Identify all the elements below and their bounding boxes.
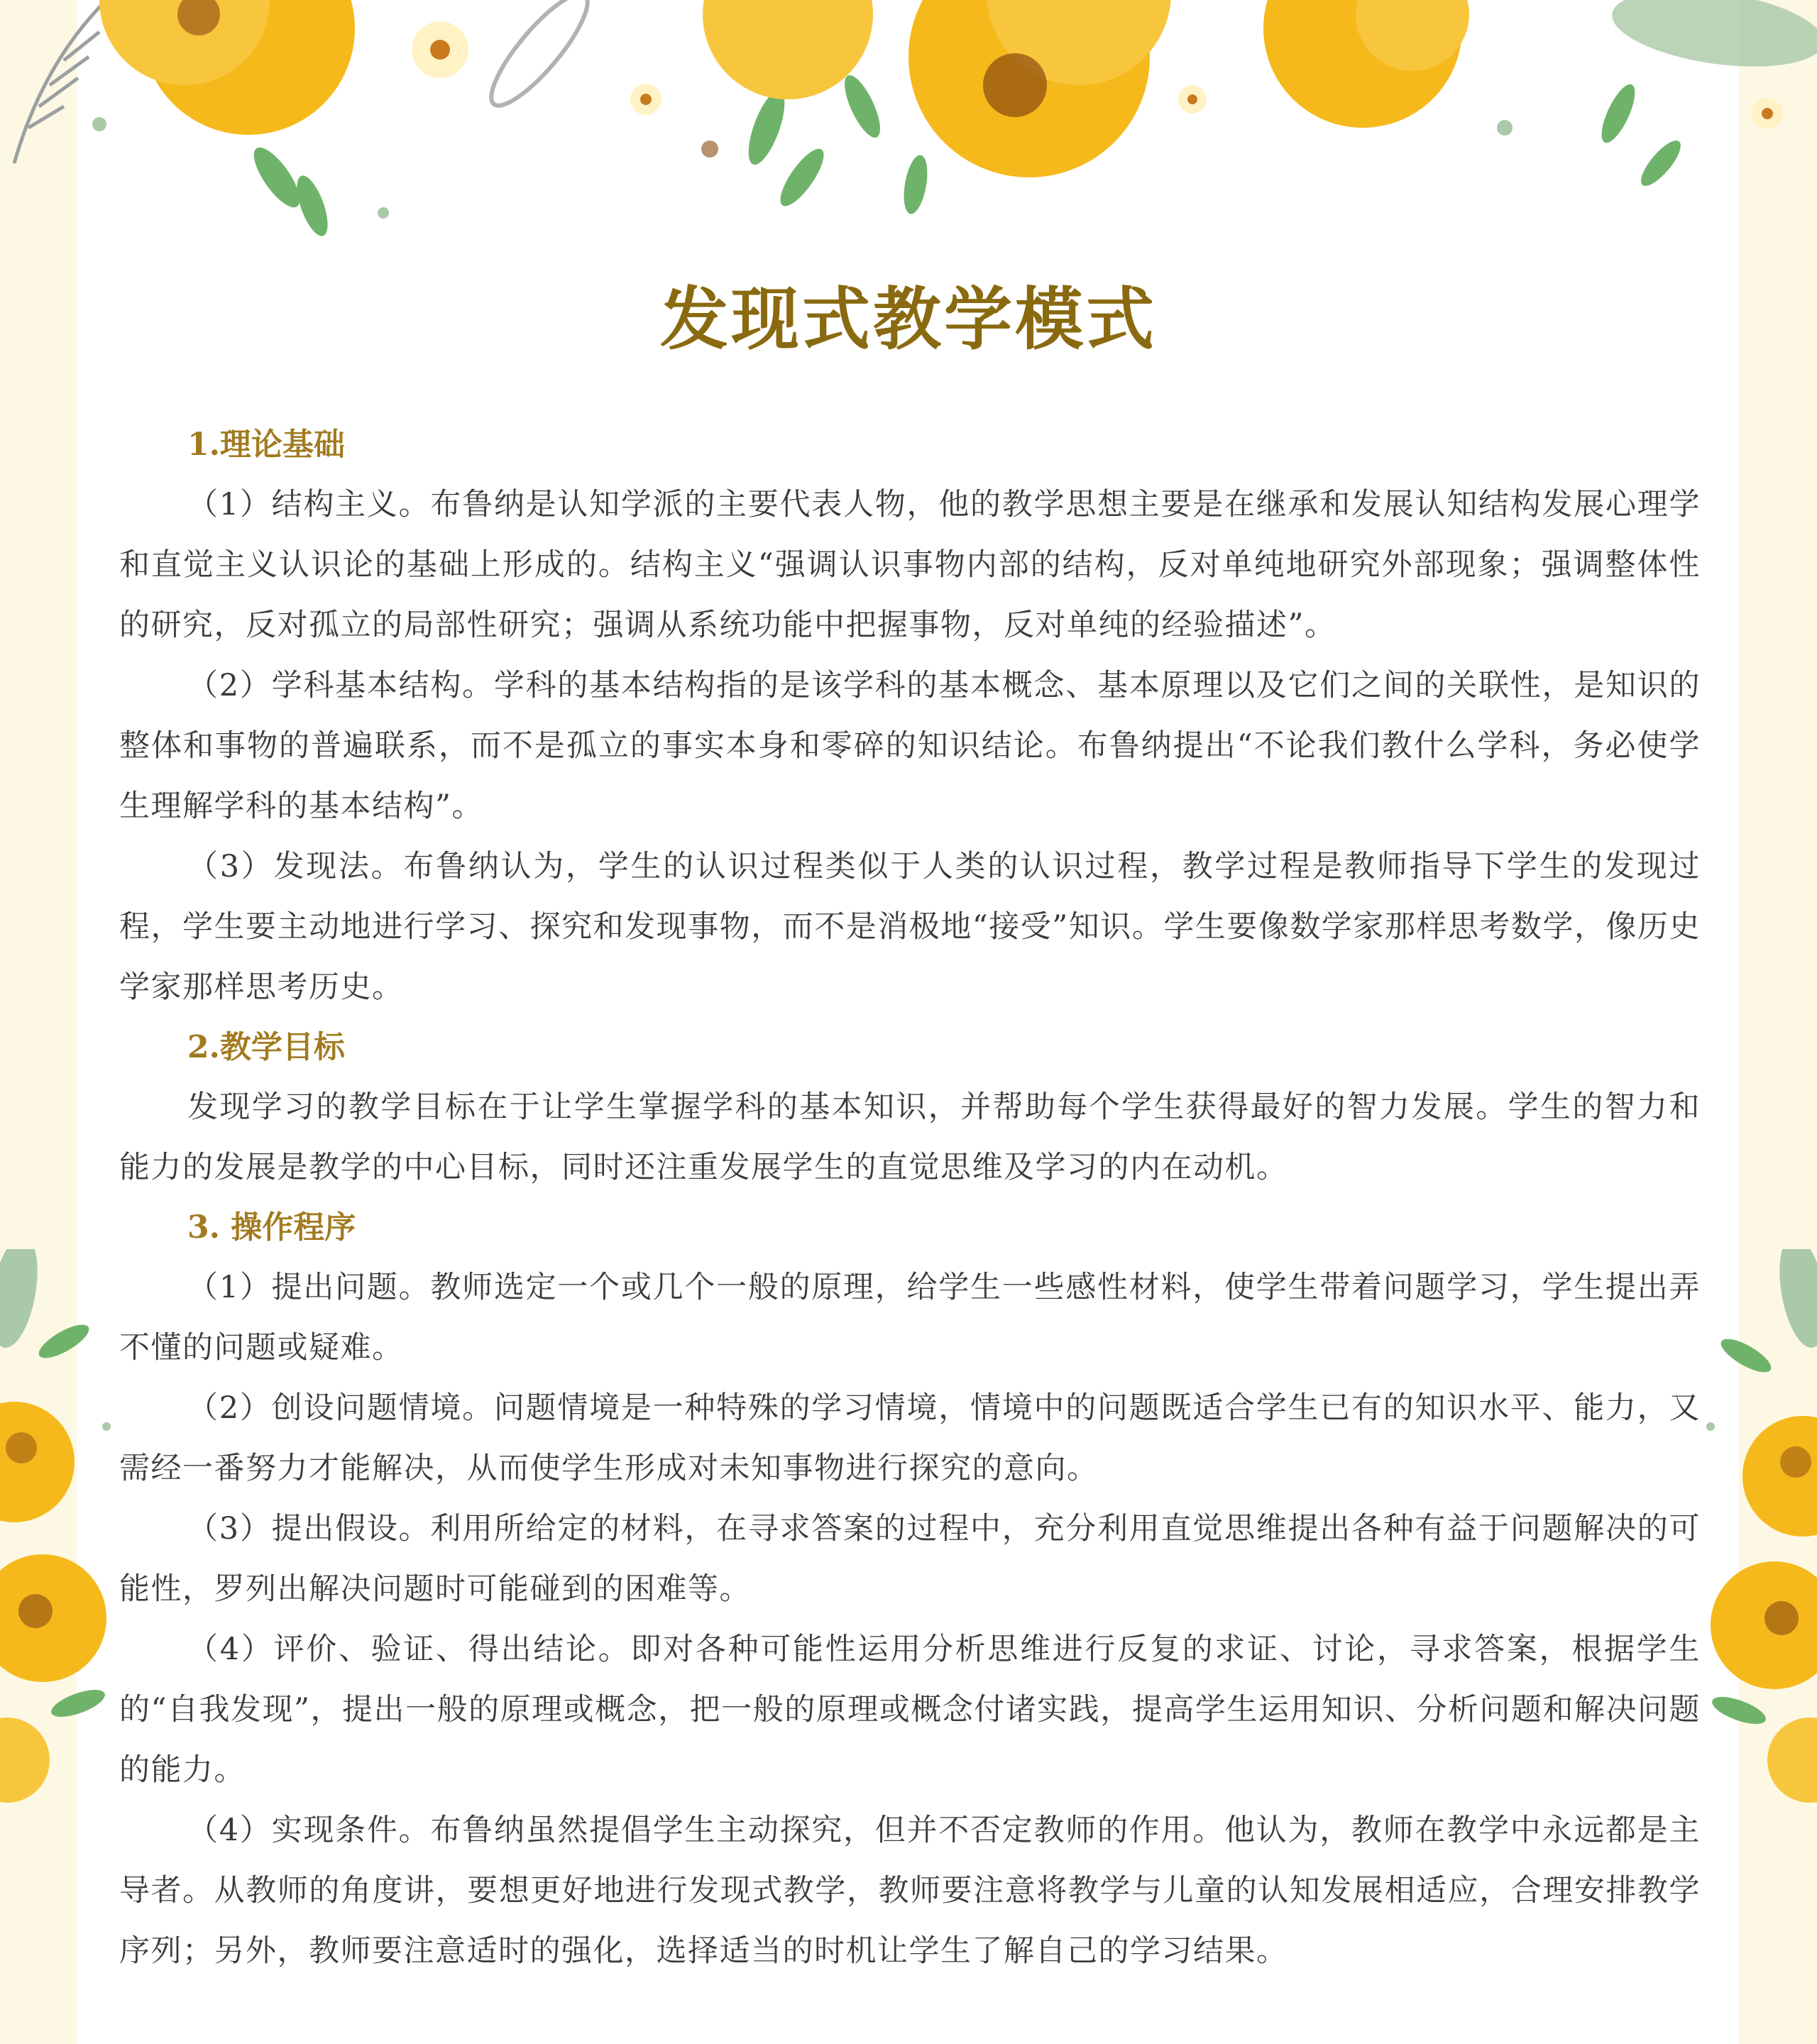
section-goals: [119, 1018, 1701, 1198]
paragraph: （1）提出问题。教师选定一个或几个一般的原理，给学生一些感性材料，使学生带着问题学习，学生提出弄不懂的问题或疑难。: [119, 1270, 1701, 1366]
paragraph: （1）结构主义。布鲁纳是认知学派的主要代表人物，他的教学思想主要是在继承和发展认知结构发展心理学和直觉主义认识论的基础上形成的。结构主义“强调认识事物内部的结构，反对单纯地研究外部现象；强调整体性的研究，反对孤立的局部性研究；强调从系统功能中把握事物，反对单纯的经验描述”。: [119, 487, 1701, 643]
paragraph: （4）评价、验证、得出结论。即对各种可能性运用分析思维进行反复的求证、讨论，寻求答案，根据学生的“自我发现”，提出一般的原理或概念，把一般的原理或概念付诸实践，提高学生运用知识、分析问题和解决问题的能力。: [119, 1632, 1701, 1788]
article-body: [119, 415, 1701, 1982]
paragraph: （2）创设问题情境。问题情境是一种特殊的学习情境，情境中的问题既适合学生已有的知识水平、能力，又需经一番努力才能解决，从而使学生形成对未知事物进行探究的意向。: [119, 1390, 1701, 1486]
paragraph: （3）发现法。布鲁纳认为，学生的认识过程类似于人类的认识过程，教学过程是教师指导下学生的发现过程，学生要主动地进行学习、探究和发现事物，而不是消极地“接受”知识。学生要像数学家那样思考数学，像历史学家那样思考历史。: [119, 849, 1701, 1005]
paragraph: （4）实现条件。布鲁纳虽然提倡学生主动探究，但并不否定教师的作用。他认为，教师在教学中永远都是主导者。从教师的角度讲，要想更好地进行发现式教学，教师要注意将教学与儿童的认知发展相适应，合理安排教学序列；另外，教师要注意适时的强化，选择适当的时机让学生了解自己的学习结果。: [119, 1813, 1701, 1969]
paragraph: 发现学习的教学目标在于让学生掌握学科的基本知识，并帮助每个学生获得最好的智力发展。学生的智力和能力的发展是教学的中心目标，同时还注重发展学生的直觉思维及学习的内在动机。: [119, 1089, 1701, 1185]
section-heading: 3. 操作程序: [187, 1209, 356, 1246]
section-heading: 2.教学目标: [187, 1029, 345, 1065]
section-procedure: [119, 1198, 1701, 1982]
paragraph: （3）提出假设。利用所给定的材料，在寻求答案的过程中，充分利用直觉思维提出各种有益于问题解决的可能性，罗列出解决问题时可能碰到的困难等。: [119, 1511, 1701, 1607]
page-title: 发现式教学模式: [660, 279, 1157, 359]
section-heading: 1.理论基础: [187, 427, 345, 463]
section-theory: [119, 415, 1701, 1018]
paragraph: （2）学科基本结构。学科的基本结构指的是该学科的基本概念、基本原理以及它们之间的关联性，是知识的整体和事物的普遍联系，而不是孤立的事实本身和零碎的知识结论。布鲁纳提出“不论我们教什么学科，务必使学生理解学科的基本结构”。: [119, 668, 1701, 824]
